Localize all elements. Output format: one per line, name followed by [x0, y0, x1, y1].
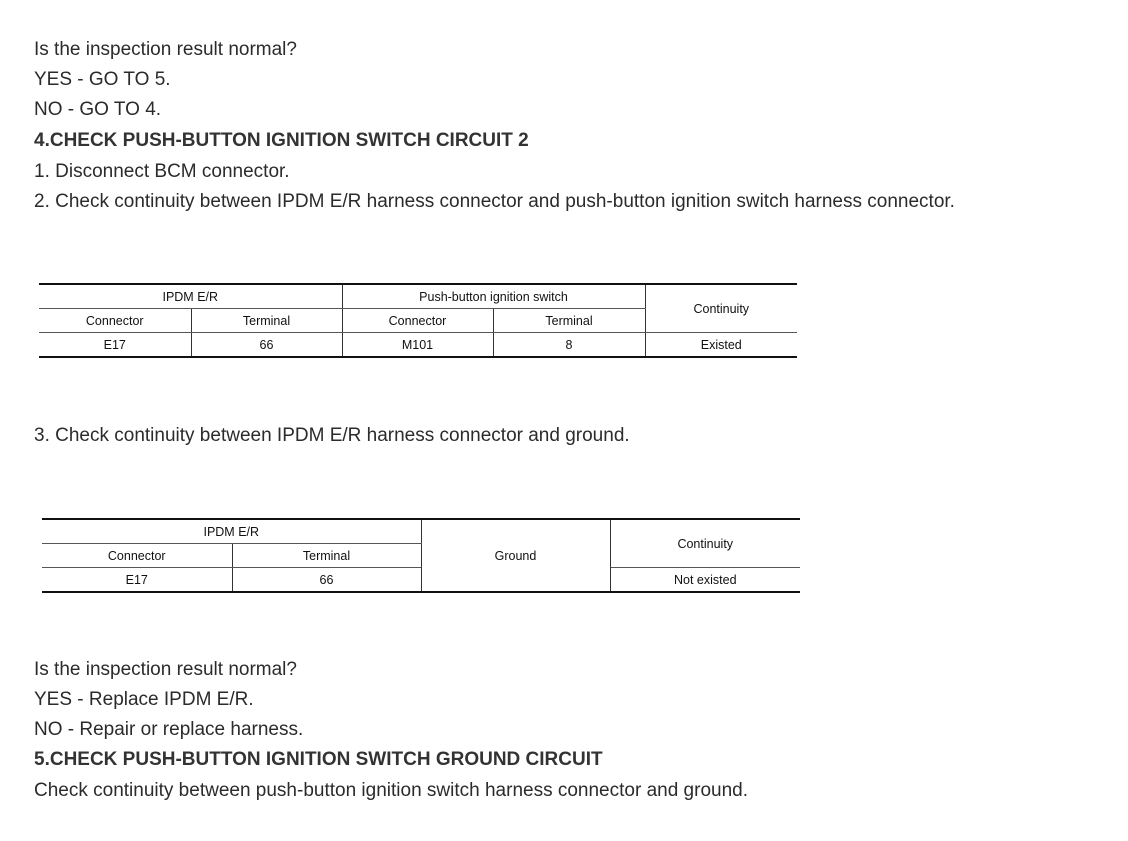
cell-continuity-result: Existed	[645, 333, 797, 358]
header-connector: Connector	[39, 309, 191, 333]
header-ipdm-er: IPDM E/R	[42, 519, 421, 544]
header-continuity: Continuity	[610, 519, 800, 568]
step4-heading: 4.CHECK PUSH-BUTTON IGNITION SWITCH CIRCUIT 2	[34, 130, 529, 151]
header-terminal: Terminal	[493, 309, 645, 333]
cell-continuity-result: Not existed	[610, 568, 800, 593]
step5-text: Check continuity between push-button ignition switch harness connector and ground.	[34, 780, 748, 801]
step4-item1: 1. Disconnect BCM connector.	[34, 161, 290, 182]
header-continuity: Continuity	[645, 284, 797, 333]
header-ground: Ground	[421, 519, 610, 592]
inspection-question: Is the inspection result normal?	[34, 39, 297, 60]
header-push-button-ignition-switch: Push-button ignition switch	[342, 284, 645, 309]
cell-connector-ipdm: E17	[39, 333, 191, 358]
inspection-question-2: Is the inspection result normal?	[34, 659, 297, 680]
step4-item2: 2. Check continuity between IPDM E/R harness connector and push-button ignition switch harness connector.	[34, 191, 955, 212]
cell-terminal-ipdm: 66	[232, 568, 421, 593]
no-option-2: NO - Repair or replace harness.	[34, 719, 304, 740]
yes-option: YES - GO TO 5.	[34, 69, 171, 90]
cell-connector-switch: M101	[342, 333, 493, 358]
header-terminal: Terminal	[232, 544, 421, 568]
no-option: NO - GO TO 4.	[34, 99, 162, 120]
header-connector: Connector	[342, 309, 493, 333]
header-terminal: Terminal	[191, 309, 342, 333]
yes-option-2: YES - Replace IPDM E/R.	[34, 689, 254, 710]
cell-terminal-switch: 8	[493, 333, 645, 358]
step4-item3: 3. Check continuity between IPDM E/R harness connector and ground.	[34, 425, 630, 446]
cell-connector-ipdm: E17	[42, 568, 232, 593]
continuity-table-2	[42, 518, 800, 593]
cell-terminal-ipdm: 66	[191, 333, 342, 358]
step5-heading: 5.CHECK PUSH-BUTTON IGNITION SWITCH GROUND CIRCUIT	[34, 749, 603, 770]
header-ipdm-er: IPDM E/R	[39, 284, 342, 309]
header-connector: Connector	[42, 544, 232, 568]
continuity-table-1	[39, 283, 797, 358]
